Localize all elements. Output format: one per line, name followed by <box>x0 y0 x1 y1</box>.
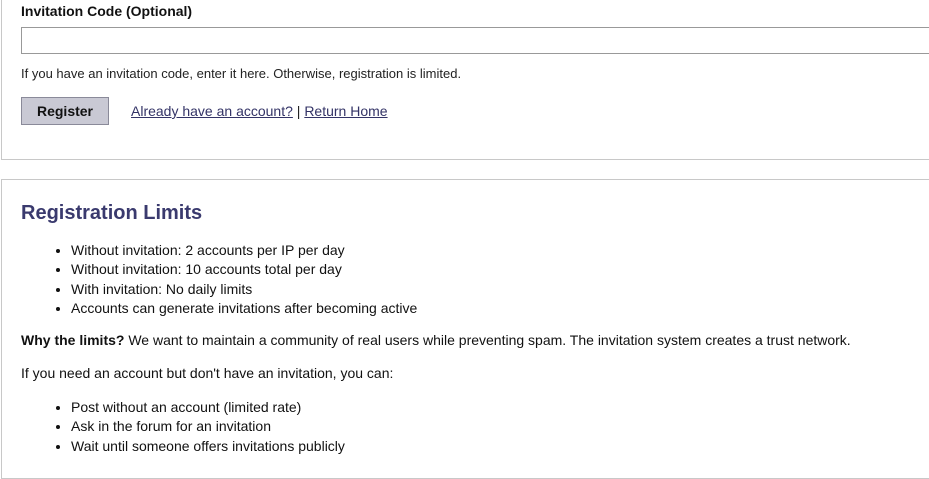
need-account-text: If you need an account but don't have an invitation, you can: <box>21 365 394 381</box>
limits-list-item: • With invitation: No daily limits <box>71 280 417 299</box>
options-list-item: • Post without an account (limited rate) <box>71 398 345 417</box>
account-links <box>131 103 388 119</box>
options-list <box>21 398 345 456</box>
return-home-link[interactable]: Return Home <box>304 103 388 119</box>
limits-list-item: • Without invitation: 2 accounts per IP per day <box>71 241 417 260</box>
registration-limits-title: Registration Limits <box>21 202 203 224</box>
link-separator: | <box>296 103 301 119</box>
invitation-help-text: If you have an invitation code, enter it here. Otherwise, registration is limited. <box>21 66 462 81</box>
why-limits-text: We want to maintain a community of real users while preventing spam. The invitation system creates a trust network. <box>124 332 851 348</box>
why-limits-label: Why the limits? <box>21 332 125 348</box>
limits-list-item: • Without invitation: 10 accounts total per day <box>71 260 417 279</box>
limits-list <box>21 241 417 318</box>
options-list-item: • Wait until someone offers invitations publicly <box>71 437 345 456</box>
login-link[interactable]: Already have an account? <box>131 103 293 119</box>
why-limits-paragraph <box>21 332 851 348</box>
invitation-code-label: Invitation Code (Optional) <box>21 3 193 19</box>
register-button[interactable]: Register <box>21 97 109 125</box>
registration-limits-panel <box>1 179 929 479</box>
registration-form-panel <box>1 0 929 160</box>
options-list-item: • Ask in the forum for an invitation <box>71 417 345 436</box>
limits-list-item: • Accounts can generate invitations after becoming active <box>71 299 417 318</box>
invitation-code-input[interactable] <box>21 27 929 54</box>
